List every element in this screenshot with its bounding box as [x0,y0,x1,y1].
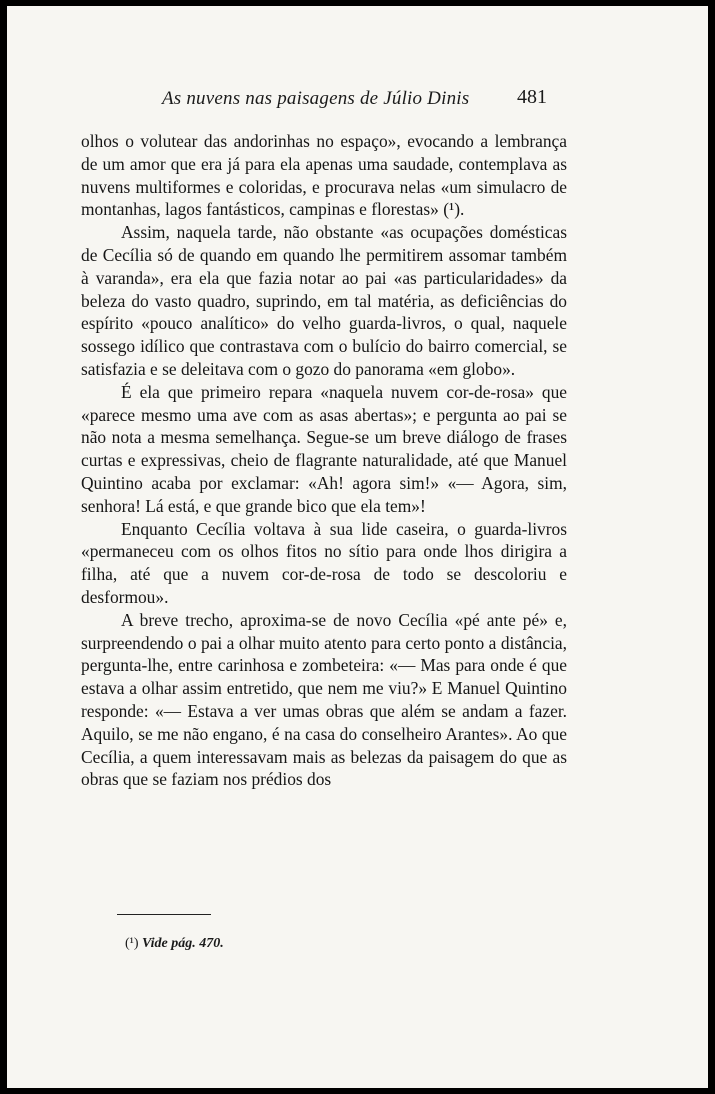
paragraph: Assim, naquela tarde, não obstante «as ocupações domésticas de Cecília só de quando em quando lhe permitirem assomar também à varanda», era ela que fazia notar ao pai «as particularidades» da beleza do vasto quadro, suprindo, em tal matéria, as deficiências do espírito «pouco analítico» do velho guarda-livros, o qual, naquele sossego idílico que contrastava com o bulício do bairro comercial, se satisfazia e se deleitava com o gozo do panorama «em globo». [81,222,567,379]
footnote-divider [117,914,211,915]
paragraph: A breve trecho, aproxima-se de novo Cecília «pé ante pé» e, surpreendendo o pai a olhar muito atento para certo ponto a distância, pergunta-lhe, entre carinhosa e zombeteira: «— Mas para onde é que estava a olhar assim entretido, que nem me viu?» E Manuel Quintino responde: «— Estava a ver umas obras que além se andam a fazer. Aquilo, se me não engano, é na casa do conselheiro Arantes». Ao que Cecília, a quem interessavam mais as belezas da paisagem do que as obras que se faziam nos prédios dos [81,609,567,790]
body-text [81,130,567,791]
paragraph: olhos o volutear das andorinhas no espaço», evocando a lembrança de um amor que era já para ela apenas uma saudade, contemplava as nuvens multiformes e coloridas, e procurava nelas «um simulacro de montanhas, lagos fantásticos, campinas e florestas» (¹). [81,131,567,220]
book-page [7,6,708,1088]
paragraph: É ela que primeiro repara «naquela nuvem cor-de-rosa» que «parece mesmo uma ave com as asas abertas»; e pergunta ao pai se não nota a mesma semelhança. Segue-se um breve diálogo de frases curtas e expressivas, cheio de flagrante naturalidade, até que Manuel Quintino acaba por exclamar: «Ah! agora sim!» «— Agora, sim, senhora! Lá está, e que grande bico que ela tem»! [81,381,567,516]
page-number: 481 [517,86,547,108]
paragraph: Enquanto Cecília voltava à sua lide caseira, o guarda-livros «permaneceu com os olhos fitos no sítio para onde lhos dirigira a filha, até que a nuvem cor-de-rosa de todo se descoloriu e desformou». [81,518,567,607]
page-header [7,86,708,116]
running-title: As nuvens nas paisagens de Júlio Dinis [162,88,470,109]
footnote-marker: (¹) [125,936,139,951]
footnote [125,936,224,952]
footnote-text: Vide pág. 470. [142,936,224,951]
